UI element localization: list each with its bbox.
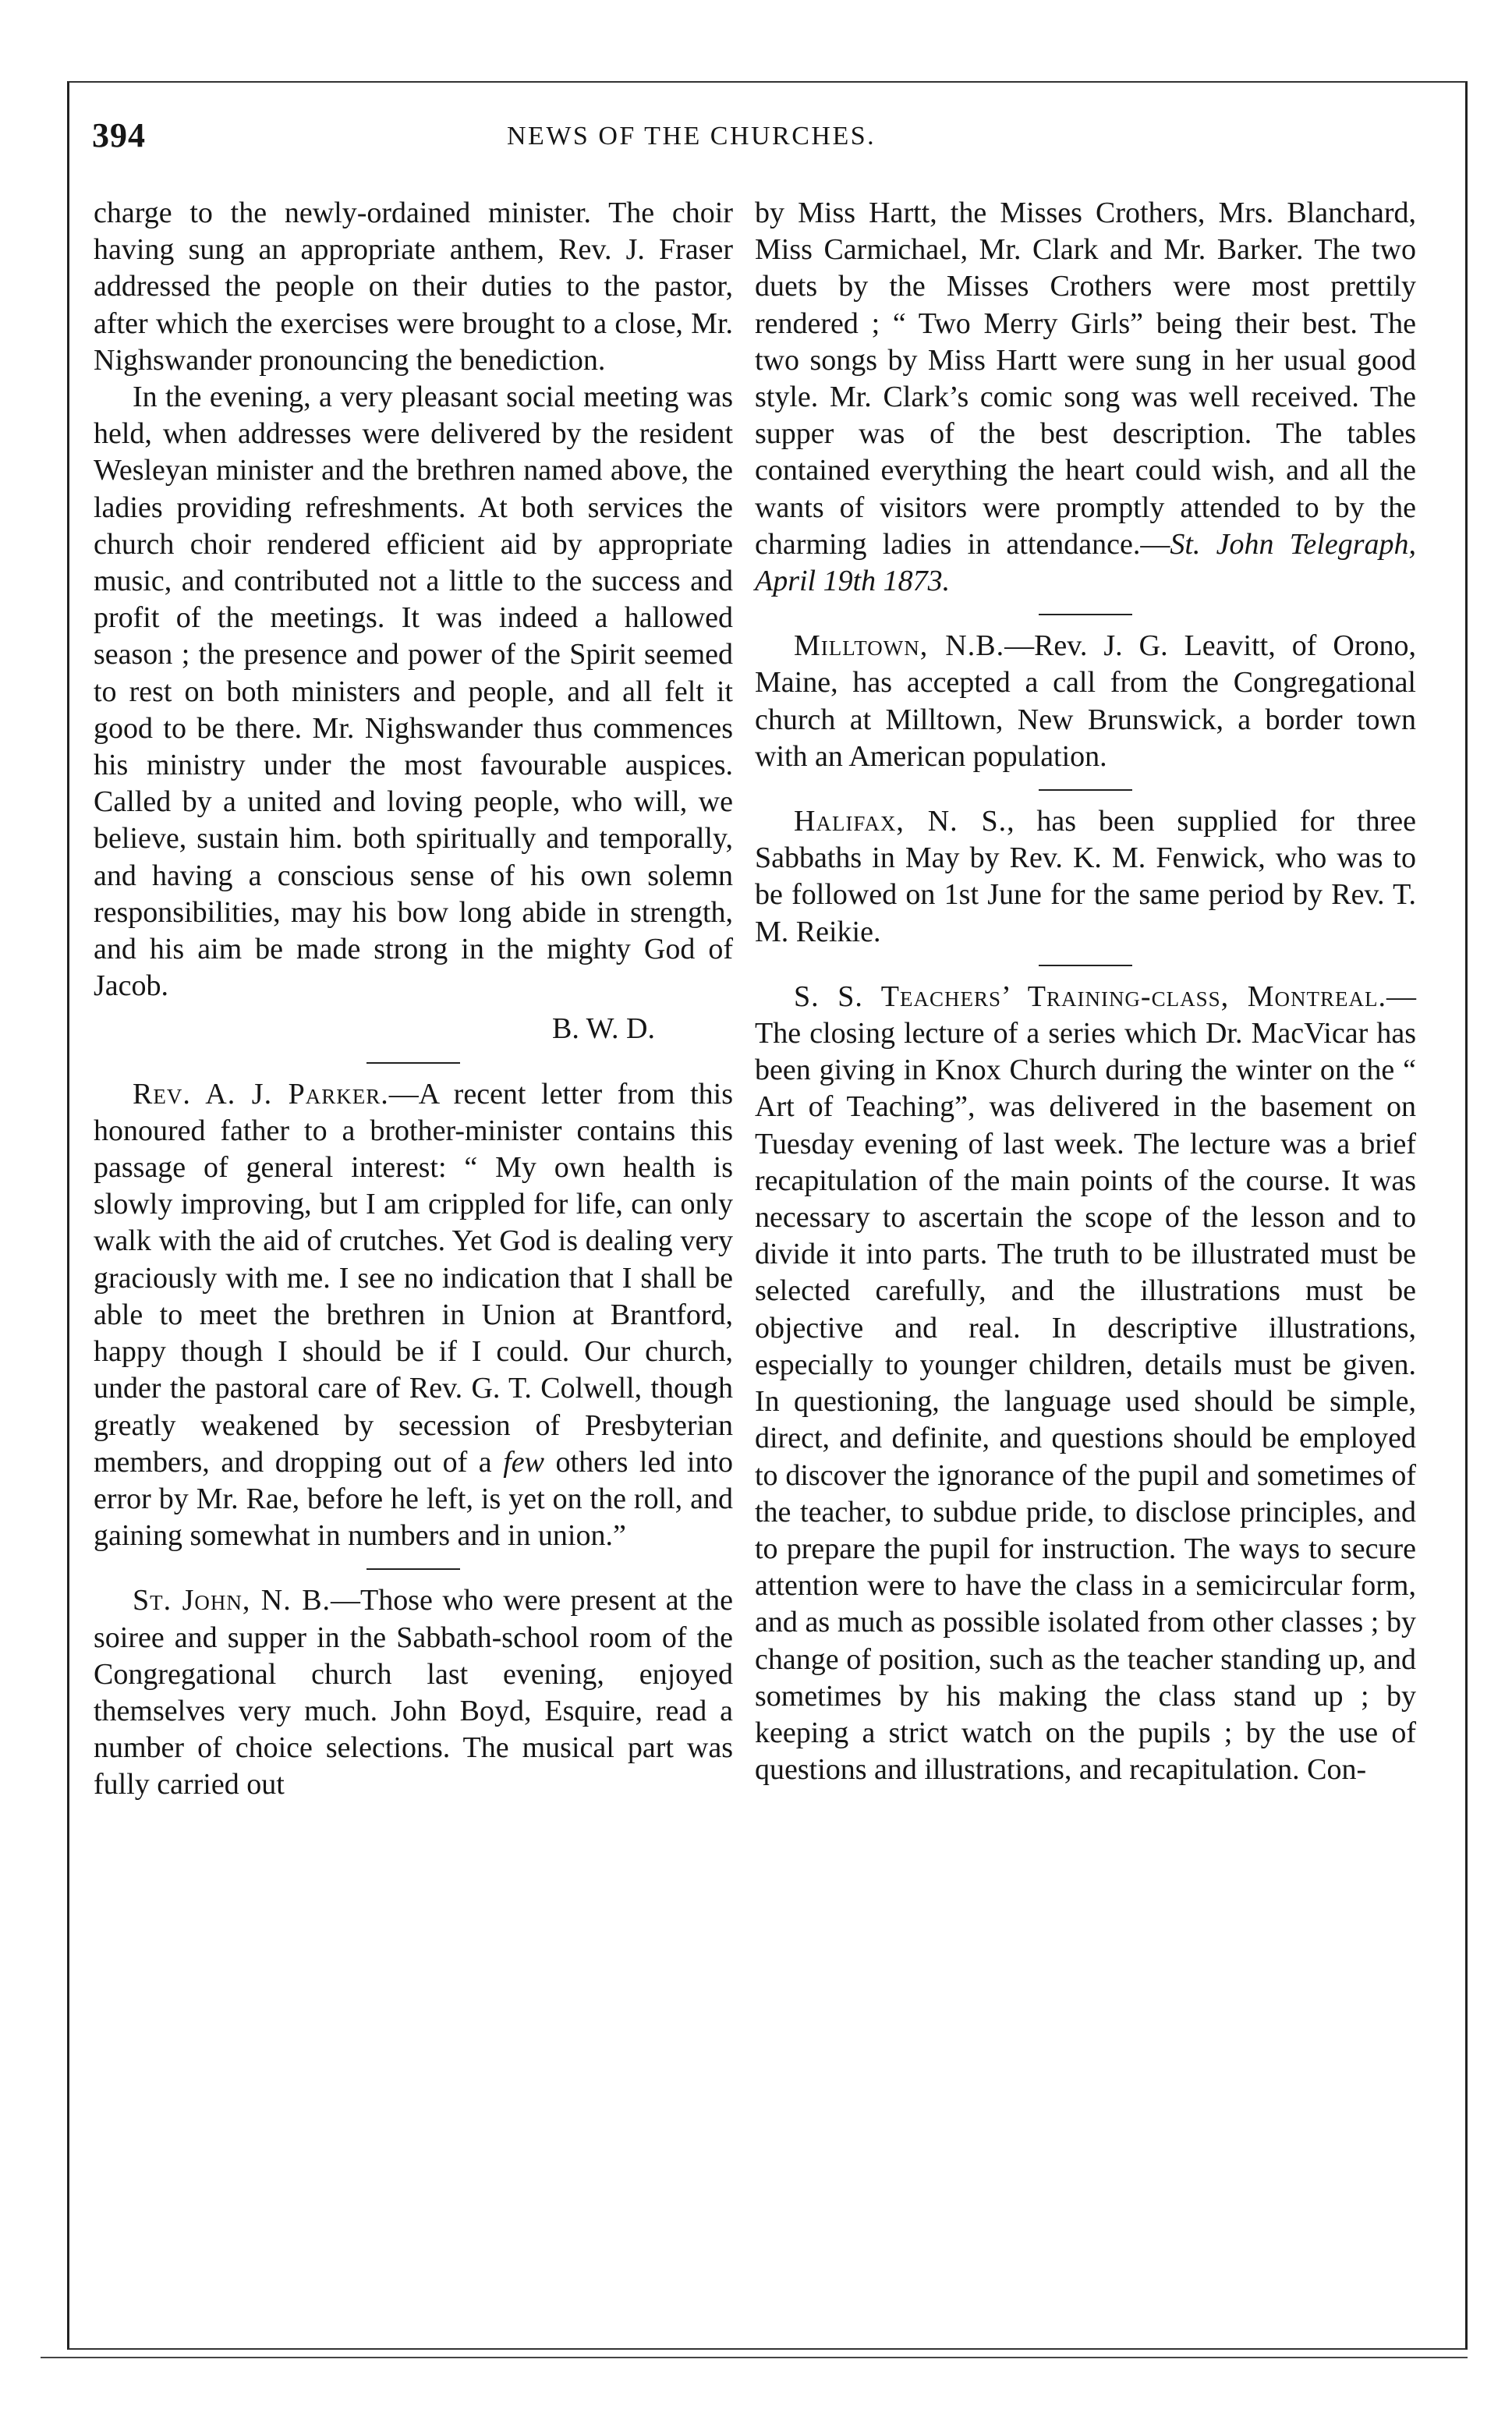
halifax-body: , has been supplied for three Sabbaths in May by Rev. K. M. Fenwick, who was to be followed on 1st June for the same period by Rev. T. M. Reikie.	[755, 805, 1416, 948]
section-divider	[366, 1062, 460, 1064]
stjohn-continuation	[755, 195, 1416, 600]
training-class-heading: S. S. Teachers’ Training-class, Montreal.	[794, 980, 1386, 1013]
halifax-heading: Halifax, N. S.	[794, 805, 1007, 838]
page-number: 394	[92, 116, 146, 154]
training-class-body: —The closing lecture of a series which Dr. MacVicar has been giving in Knox Church during the winter on the “ Art of Teaching”, was delivered in the basement on Tuesday evening of last week. The lecture was a brief recapitulation of the main points of the course. It was necessary to ascertain the scope of the lesson and to divide it into parts. The truth to be illustrated must be selected carefully, and the illustrations must be objective and real. In descriptive illustrations, especially to younger children, details must be given. In questioning, the language used should be simple, direct, and definite, and questions should be employed to discover the ignorance of the pupil and sometimes of the teacher, to subdue pride, to disclose principles, and to prepare the pupil for instruction. The ways to secure attention were to have the class in a semicircular form, and as much as possible isolated from other classes ; by change of position, such as the teacher standing up, and sometimes by his making the class stand up ; by keeping a strict watch on the pupils ; by the use of questions and illustrations, and recapitulation. Con-	[755, 980, 1416, 1787]
parker-heading: Rev. A. J. Parker.	[133, 1077, 389, 1111]
section-divider	[1039, 789, 1132, 791]
left-column	[94, 195, 733, 1804]
stjohn-cont-text: by Miss Hartt, the Misses Crothers, Mrs. Blanchard, Miss Carmichael, Mr. Clark and Mr. Barker. The two duets by the Misses Crothers were most prettily rendered ; “ Two Merry Girls” being their best. The two songs by Miss Hartt were sung in her usual good style. Mr. Clark’s comic song was well received. The supper was of the best description. The tables contained everything the heart could wish, and all the wants of visitors were promptly attended to by the charming ladies in attendance.—	[755, 197, 1416, 561]
milltown-article	[755, 628, 1416, 775]
parker-article	[94, 1076, 733, 1555]
ordination-paragraph: charge to the newly-ordained minister. The choir having sung an appropriate anthem, Rev. J. Fraser addressed the people on their duties to the pastor, after which the exercises were brought to a close, Mr. Nighswander pronouncing the benediction.	[94, 197, 733, 377]
section-divider	[1039, 965, 1132, 966]
milltown-heading: Milltown, N.B.	[794, 629, 1005, 663]
parker-few: few	[503, 1445, 544, 1479]
halifax-article	[755, 803, 1416, 951]
stjohn-article	[94, 1582, 733, 1803]
section-divider	[1039, 614, 1132, 615]
stjohn-heading: St. John, N. B.	[133, 1584, 331, 1617]
parker-tail: others led into error by Mr. Rae, before he left, is yet on the roll, and gaining somewhat in numbers and in union.”	[94, 1445, 733, 1553]
bottom-rule	[41, 2357, 1468, 2358]
section-divider	[366, 1568, 460, 1570]
evening-meeting-paragraph: In the evening, a very pleasant social meeting was held, when addresses were delivered by the resident Wesleyan minister and the brethren named above, the ladies providing refreshments. At both services the church choir rendered efficient aid by appropriate music, and contributed not a little to the success and profit of the meetings. It was indeed a hallowed season ; the presence and power of the Spirit seemed to rest on both ministers and people, and all felt it good to be there. Mr. Nighswander thus commences his ministry under the most favourable auspices. Called by a united and loving people, who will, we believe, sustain him. both spiritually and temporally, and having a conscious sense of his own solemn responsibilities, may his bow long abide in strength, and his aim be made strong in the mighty God of Jacob.	[94, 381, 733, 1003]
stjohn-source: St. John Telegraph, April 19th 1873.	[755, 527, 1416, 598]
training-class-article	[755, 979, 1416, 1788]
running-title: NEWS OF THE CHURCHES.	[507, 122, 876, 151]
milltown-body: —Rev. J. G. Leavitt, of Orono, Maine, has accepted a call from the Congregational church at Milltown, New Brunswick, a border town with an American population.	[755, 629, 1416, 773]
right-column	[755, 195, 1416, 1788]
stjohn-body: —Those who were present at the soiree and supper in the Sabbath-school room of the Congregational church last evening, enjoyed themselves very much. John Boyd, Esquire, read a number of choice selections. The musical part was fully carried out	[94, 1584, 734, 1801]
signature: B. W. D.	[552, 1012, 655, 1046]
parker-body: —A recent letter from this honoured father to a brother-minister contains this passage of general interest: “ My own health is slowly improving, but I am crippled for life, can only walk with the aid of crutches. Yet God is dealing very graciously with me. I see no indication that I shall be able to meet the brethren in Union at Brantford, happy though I should be if I could. Our church, under the pastoral care of Rev. G. T. Colwell, though greatly weakened by secession of Presbyterian members, and dropping out of a	[94, 1077, 733, 1479]
